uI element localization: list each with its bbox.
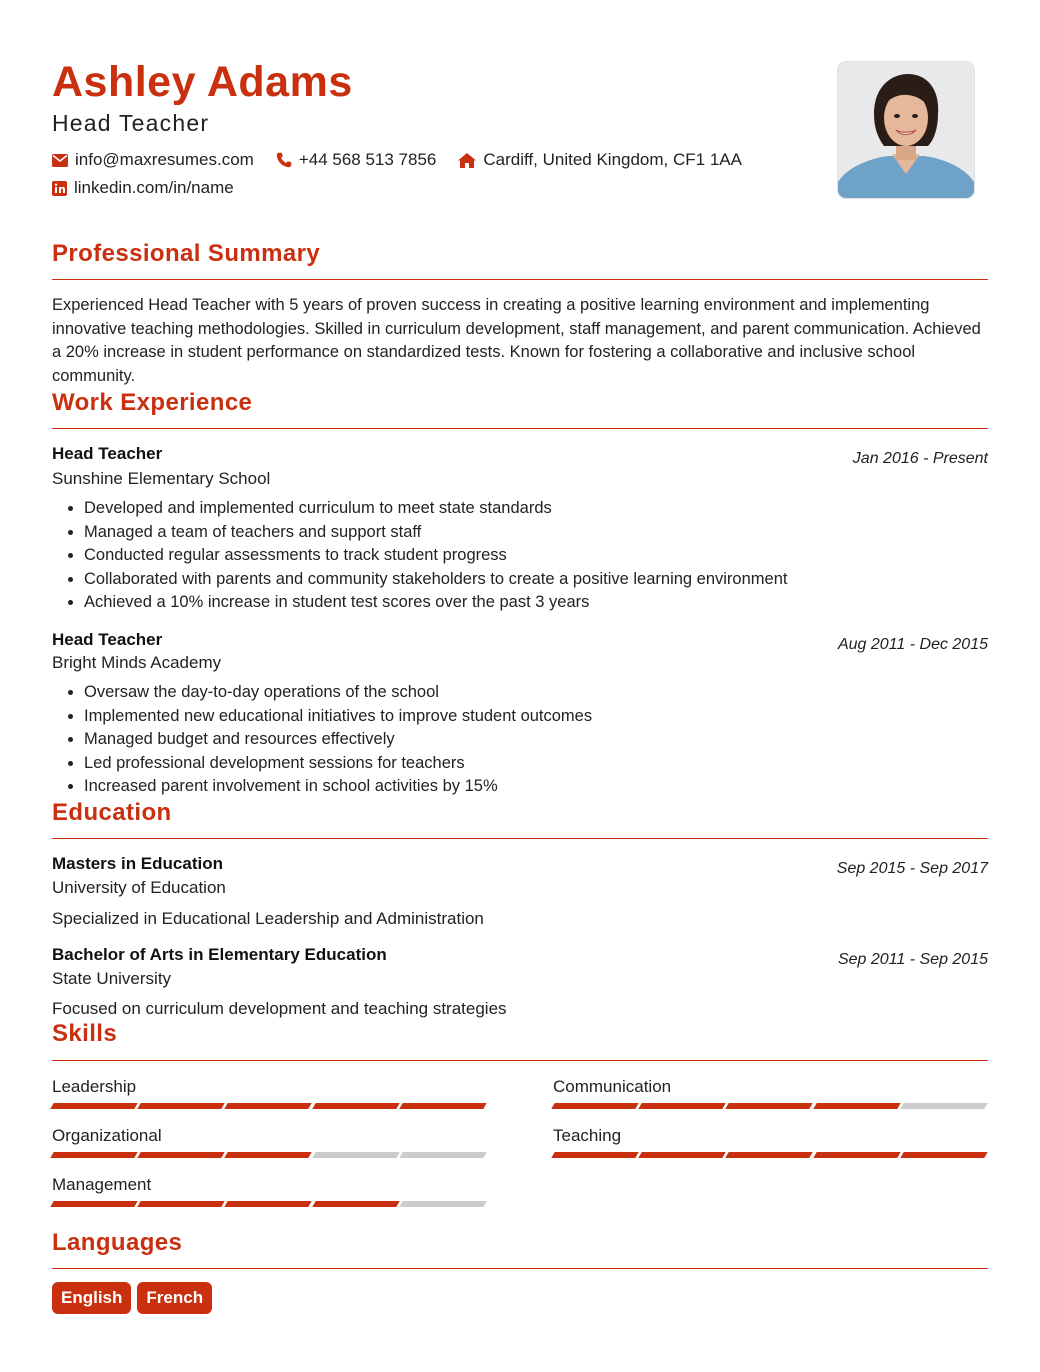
skill-name: Leadership xyxy=(52,1077,137,1096)
experience-heading: Work Experience xyxy=(52,389,253,416)
skill-segment-empty xyxy=(900,1103,987,1109)
candidate-title: Head Teacher xyxy=(52,110,210,136)
skill-level-bar xyxy=(553,1152,989,1158)
skills-heading: Skills xyxy=(52,1020,118,1047)
skill-item xyxy=(553,1077,989,1109)
skill-level-bar xyxy=(553,1103,989,1109)
skill-segment-filled xyxy=(225,1201,312,1207)
skill-segment-filled xyxy=(225,1152,312,1158)
skill-segment-filled xyxy=(312,1201,399,1207)
skill-item xyxy=(52,1175,488,1207)
email-text[interactable]: info@maxresumes.com xyxy=(75,150,254,169)
job-dates: Aug 2011 - Dec 2015 xyxy=(837,636,988,653)
education-heading: Education xyxy=(52,799,172,826)
skill-segment-filled xyxy=(638,1152,725,1158)
contact-phone[interactable] xyxy=(276,150,437,170)
linkedin-icon xyxy=(52,181,67,196)
skill-segment-filled xyxy=(551,1152,638,1158)
skill-level-bar xyxy=(52,1201,488,1207)
phone-text[interactable]: +44 568 513 7856 xyxy=(298,150,437,169)
skill-segment-filled xyxy=(813,1103,900,1109)
contact-row xyxy=(52,150,764,170)
skill-segment-filled xyxy=(225,1103,312,1109)
location-text: Cardiff, United Kingdom, CF1 1AA xyxy=(483,150,742,169)
contact-row-2 xyxy=(52,178,256,198)
contact-email[interactable] xyxy=(52,150,254,170)
degree-title: Bachelor of Arts in Elementary Education xyxy=(52,945,387,964)
skill-segment-filled xyxy=(813,1152,900,1158)
list-item: • Conducted regular assessments to track student progress xyxy=(84,544,787,568)
list-item: • Developed and implemented curriculum to meet state standards xyxy=(84,497,787,521)
profile-photo xyxy=(838,62,974,198)
skill-segment-filled xyxy=(900,1152,987,1158)
summary-text: Experienced Head Teacher with 5 years of proven success in creating a positive learning environment and implementing innovative teaching methodologies. Skilled in curriculum development, staff management, and parent communication. Achieved a 20% increase in student performance on standardized tests. Known for fostering a collaborative and inclusive school community. xyxy=(52,296,981,385)
job-role: Head Teacher xyxy=(52,444,163,463)
skill-segment-empty xyxy=(399,1152,486,1158)
language-badge: English xyxy=(52,1282,131,1314)
linkedin-text[interactable]: linkedin.com/in/name xyxy=(74,178,234,197)
skill-segment-filled xyxy=(50,1201,137,1207)
degree-note: Focused on curriculum development and teaching strategies xyxy=(52,999,507,1018)
contact-location xyxy=(458,150,742,170)
school-name: State University xyxy=(52,969,172,988)
skill-level-bar xyxy=(52,1103,488,1109)
experience-divider xyxy=(52,428,988,429)
phone-icon xyxy=(276,152,292,168)
skill-segment-filled xyxy=(50,1103,137,1109)
home-icon xyxy=(458,153,476,168)
skill-segment-filled xyxy=(137,1103,224,1109)
skill-name: Management xyxy=(52,1175,152,1194)
list-item: • Collaborated with parents and community stakeholders to create a positive learning environment xyxy=(84,568,787,592)
list-item: • Managed a team of teachers and support staff xyxy=(84,521,787,545)
skill-level-bar xyxy=(52,1152,488,1158)
skill-segment-filled xyxy=(137,1201,224,1207)
job-role: Head Teacher xyxy=(52,630,163,649)
education-divider xyxy=(52,838,988,839)
skill-segment-filled xyxy=(137,1152,224,1158)
list-item: • Achieved a 10% increase in student test scores over the past 3 years xyxy=(84,591,787,615)
job-bullets xyxy=(52,497,787,615)
skill-name: Communication xyxy=(553,1077,672,1096)
skill-segment-filled xyxy=(726,1103,813,1109)
skill-name: Teaching xyxy=(553,1126,622,1145)
list-item: • Managed budget and resources effectively xyxy=(84,728,592,752)
languages-divider xyxy=(52,1268,988,1269)
summary-heading: Professional Summary xyxy=(52,240,321,267)
skill-segment-empty xyxy=(399,1201,486,1207)
skill-item xyxy=(52,1077,488,1109)
skill-item xyxy=(553,1126,989,1158)
list-item: • Oversaw the day-to-day operations of the school xyxy=(84,681,592,705)
list-item: • Increased parent involvement in school activities by 15% xyxy=(84,775,592,799)
job-bullets xyxy=(52,681,592,799)
contact-linkedin[interactable] xyxy=(52,178,234,198)
candidate-name: Ashley Adams xyxy=(52,58,353,106)
degree-dates: Sep 2011 - Sep 2015 xyxy=(837,951,988,968)
summary-divider xyxy=(52,279,988,280)
skill-name: Organizational xyxy=(52,1126,162,1145)
degree-note: Specialized in Educational Leadership and Administration xyxy=(52,909,484,928)
language-badge: French xyxy=(137,1282,212,1314)
skill-segment-filled xyxy=(50,1152,137,1158)
school-name: University of Education xyxy=(52,878,226,897)
skill-segment-filled xyxy=(399,1103,486,1109)
skill-segment-empty xyxy=(312,1152,399,1158)
skill-segment-filled xyxy=(638,1103,725,1109)
job-dates: Jan 2016 - Present xyxy=(852,450,988,467)
envelope-icon xyxy=(52,154,68,167)
degree-dates: Sep 2015 - Sep 2017 xyxy=(836,860,988,877)
skill-segment-filled xyxy=(551,1103,638,1109)
list-item: • Implemented new educational initiatives to improve student outcomes xyxy=(84,705,592,729)
languages-heading: Languages xyxy=(52,1229,183,1256)
skill-segment-filled xyxy=(312,1103,399,1109)
job-org: Sunshine Elementary School xyxy=(52,469,271,488)
skill-segment-filled xyxy=(726,1152,813,1158)
degree-title: Masters in Education xyxy=(52,854,223,873)
job-org: Bright Minds Academy xyxy=(52,653,222,672)
language-list xyxy=(52,1282,218,1314)
skill-item xyxy=(52,1126,488,1158)
skills-divider xyxy=(52,1060,988,1061)
list-item: • Led professional development sessions for teachers xyxy=(84,752,592,776)
